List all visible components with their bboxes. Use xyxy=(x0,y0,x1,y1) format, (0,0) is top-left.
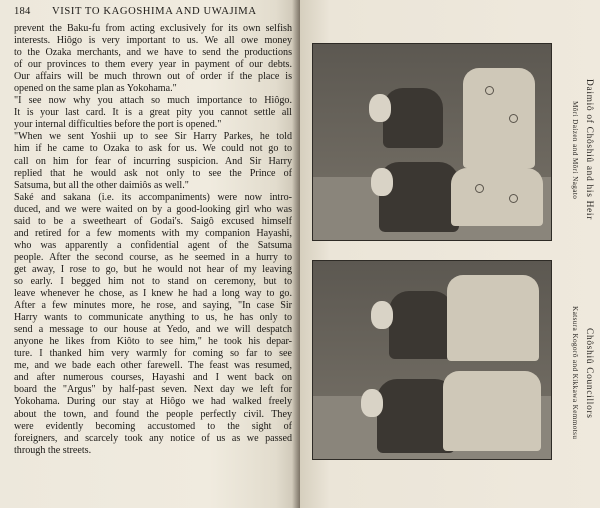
text-line: Yokohama. During our stay at Hiôgo we had walked freely xyxy=(14,396,292,408)
text-line: were evidently becoming accustomed to the sight of xyxy=(14,420,292,432)
top-plate-caption xyxy=(558,60,594,240)
text-line: After a few minutes more, he rose, and saying, "In case Sir xyxy=(14,300,292,312)
text-line: who was apparently a confidential agent of the Satsuma xyxy=(14,239,292,251)
text-line: him if he came to Ozaka to ask for us. We could not go to xyxy=(14,143,292,155)
bottom-caption-subtitle: Katsura Kogorô and Kikkawa Kemmotsu xyxy=(571,306,579,440)
text-line: prevent the Baku-fu from acting exclusively for its own selfish xyxy=(14,23,292,34)
running-head xyxy=(14,6,290,22)
figure-hakama xyxy=(447,275,539,361)
robe-crest xyxy=(509,194,518,203)
text-line: and after numerous courses, Hayashi and I went back on xyxy=(14,372,292,384)
text-line: of our provinces to them every year in payment of our debts. xyxy=(14,59,292,71)
robe-crest xyxy=(485,86,494,95)
text-line: anyone he likes from Kiôto to see him," he took his depar- xyxy=(14,336,292,348)
text-line: me, and we bade each other farewell. The feast was resumed, xyxy=(14,360,292,372)
text-line: "When we sent Yoshii up to see Sir Harry Parkes, he told xyxy=(14,131,292,143)
text-line: Satsuma, but all the other daimiôs as well." xyxy=(14,179,189,191)
top-caption-title: Daimiô of Chôshiû and his Heir xyxy=(584,79,594,221)
text-line: get away, I rose to go, but he would not hear of my leaving xyxy=(14,263,292,275)
text-line: "I see now why you attach so much importance to Hiôgo. xyxy=(14,95,292,107)
text-line: duced, and we were waited on by a good-looking girl who was xyxy=(14,203,292,215)
right-page xyxy=(300,0,600,508)
figure-head xyxy=(369,94,391,122)
robe-crest xyxy=(475,184,484,193)
text-line: foreigners, and scarcely took any notice of us as we passed xyxy=(14,432,292,444)
figure-hakama xyxy=(451,168,543,226)
text-line: opened on the same plan as Yokohama." xyxy=(14,83,177,95)
text-line: interests. Hiôgo is very important to us. We all owe money xyxy=(14,35,292,47)
text-line: so early. I begged him not to stand on ceremony, but to xyxy=(14,275,292,287)
photo-plate-councillors xyxy=(312,260,552,460)
running-head-title: VISIT TO KAGOSHIMA AND UWAJIMA xyxy=(52,6,257,17)
robe-crest xyxy=(509,114,518,123)
top-caption-subtitle: Môri Daizen and Môri Nagato xyxy=(571,100,579,200)
text-line: people. After the second course, as he seemed in a hurry to xyxy=(14,251,292,263)
page-number: 184 xyxy=(14,6,31,17)
figure-hakama xyxy=(463,68,535,168)
text-line: and retired for a few moments with my companion Hayashi, xyxy=(14,227,292,239)
text-line: through the streets. xyxy=(14,444,92,456)
figure-hakama xyxy=(443,371,541,451)
text-line: send a message to our house at Yedo, and we will despatch xyxy=(14,324,292,336)
text-line: Our affairs will be much thrown out of order if the place is xyxy=(14,71,292,83)
text-line: replied that he would ask not only to see the Prince of xyxy=(14,167,292,179)
figure-head xyxy=(371,301,393,329)
bottom-plate-caption xyxy=(558,278,594,468)
text-line: your internal difficulties before the port is opened." xyxy=(14,119,222,131)
text-line: Harry wants to communicate anything to us, he has only to xyxy=(14,312,292,324)
text-line: Saké and sakana (i.e. its accompaniments) were now intro- xyxy=(14,191,292,203)
text-line: board the "Argus" by half-past seven. Next day we left for xyxy=(14,384,292,396)
text-line: ture. I thanked him very warmly for coming so far to see xyxy=(14,348,292,360)
figure-robe xyxy=(383,88,443,148)
text-line: to the Ozaka merchants, and we have to send the productions xyxy=(14,47,292,59)
text-line: It is your last card. It is a great pity you cannot settle all xyxy=(14,107,292,119)
figure-robe xyxy=(389,291,453,359)
photo-plate-daimio-and-heir xyxy=(312,43,552,241)
body-text xyxy=(14,23,292,457)
figure-head xyxy=(371,168,393,196)
text-line: said to be a sweetheart of Godai's. Saigô excused himself xyxy=(14,215,292,227)
text-line: about the town, and found the people perfectly civil. They xyxy=(14,408,292,420)
figure-head xyxy=(361,389,383,417)
bottom-caption-title: Chôshiû Councillors xyxy=(584,327,594,419)
text-line: leave whenever he chose, as I knew he had a long way to go. xyxy=(14,288,292,300)
text-line: call on him for fear of incurring suspicion. And Sir Harry xyxy=(14,155,292,167)
